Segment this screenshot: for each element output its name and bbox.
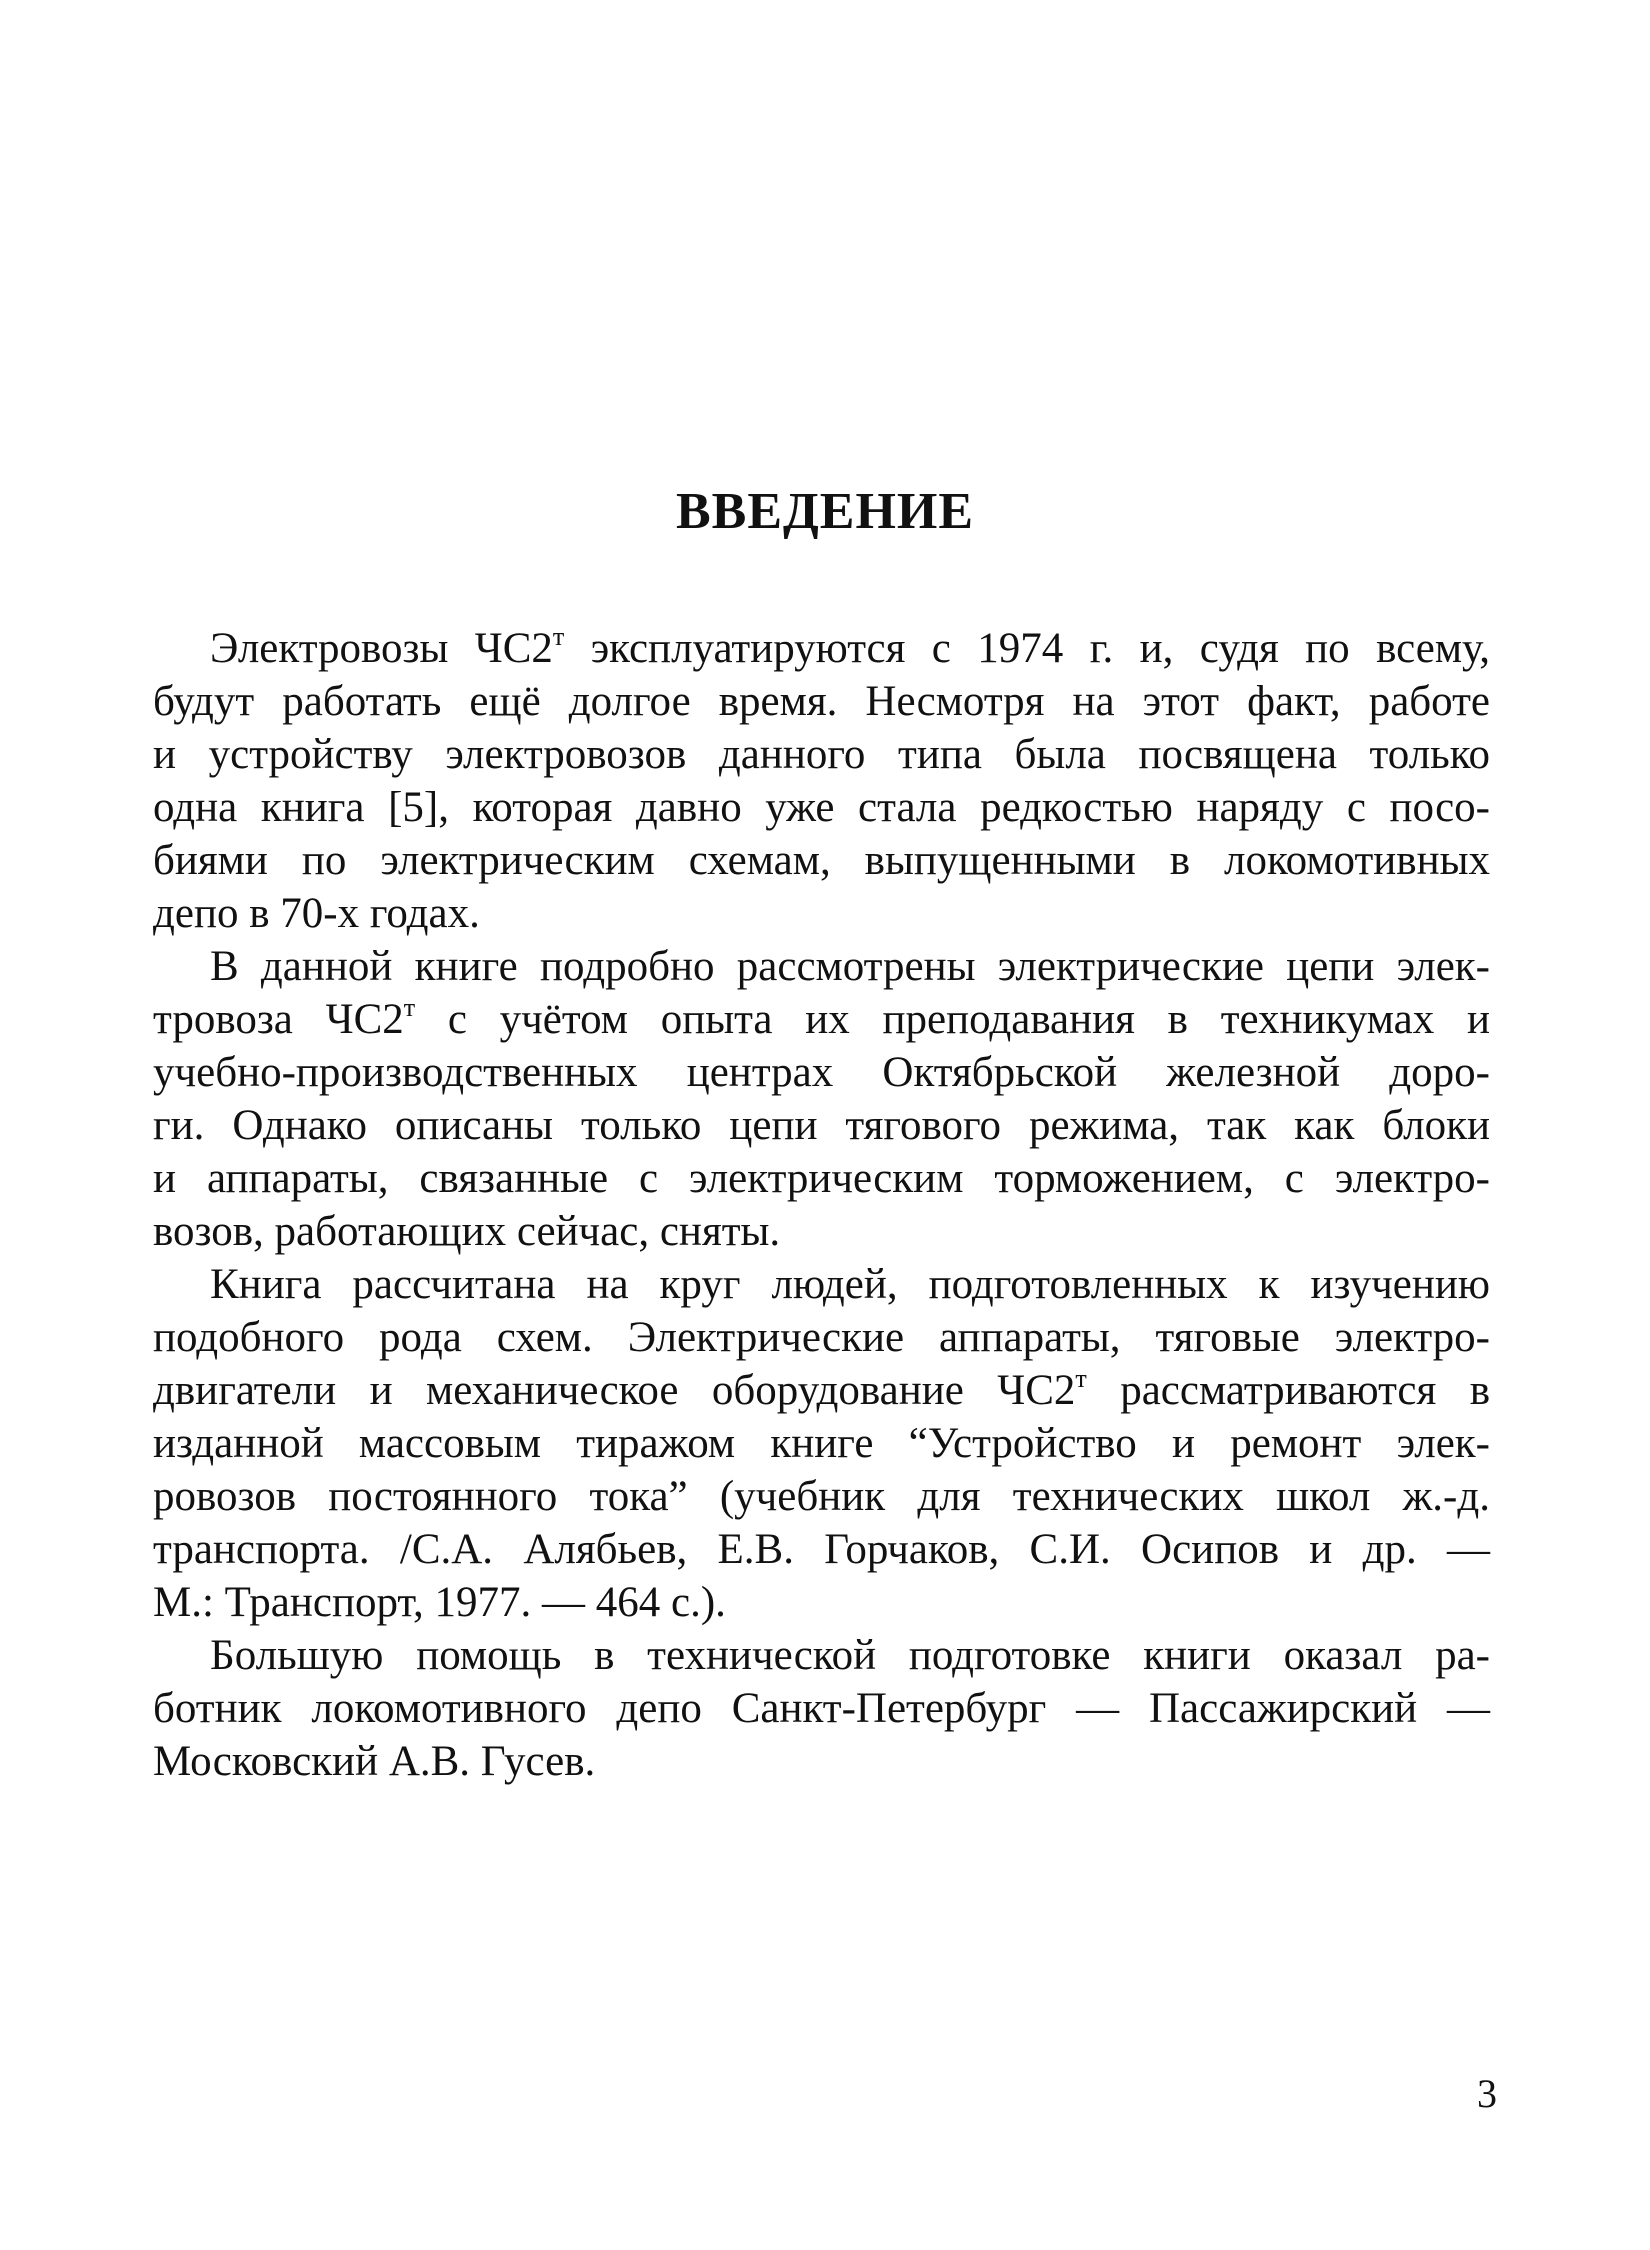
paragraph <box>153 1629 1490 1788</box>
paragraph <box>153 1258 1490 1629</box>
text-segment: эксплуатируются с 1974 г. и, судя по всему, <box>564 625 1490 672</box>
text-line: Книга рассчитана на круг людей, подготовленных к изучению <box>210 1261 1490 1308</box>
text-line: изданной массовым тиражом книге “Устройство и ремонт элек- <box>153 1420 1490 1467</box>
text-line <box>153 1364 1490 1417</box>
text-line: В данной книге подробно рассмотрены электрические цепи элек- <box>210 943 1490 990</box>
text-line: транспорта. /С.А. Алябьев, Е.В. Горчаков, С.И. Осипов и др. — <box>153 1526 1490 1573</box>
text-line <box>153 622 1490 675</box>
superscript: т <box>552 622 565 651</box>
text-line: М.: Транспорт, 1977. — 464 с.). <box>153 1579 726 1626</box>
page-number: 3 <box>1477 2071 1497 2116</box>
text-segment: с учётом опыта их преподавания в техникумах и <box>415 996 1490 1043</box>
introduction-text <box>153 622 1490 1788</box>
text-line: и аппараты, связанные с электрическим торможением, с электро- <box>153 1155 1490 1202</box>
text-line: депо в 70-х годах. <box>153 890 480 937</box>
text-segment: тровоза ЧС2 <box>153 996 404 1043</box>
text-line: возов, работающих сейчас, сняты. <box>153 1208 781 1255</box>
paragraph <box>153 622 1490 940</box>
text-line: будут работать ещё долгое время. Несмотря на этот факт, работе <box>153 678 1490 725</box>
text-line: ги. Однако описаны только цепи тягового режима, так как блоки <box>153 1102 1490 1149</box>
text-segment: Электровозы ЧС2 <box>210 625 553 672</box>
text-line: подобного рода схем. Электрические аппараты, тяговые электро- <box>153 1314 1490 1361</box>
text-line <box>153 993 1490 1046</box>
text-line: учебно-производственных центрах Октябрьской железной доро- <box>153 1049 1490 1096</box>
text-line: ровозов постоянного тока” (учебник для технических школ ж.-д. <box>153 1473 1490 1520</box>
superscript: т <box>403 993 416 1022</box>
chapter-title: ВВЕДЕНИЕ <box>675 483 975 540</box>
text-line: одна книга [5], которая давно уже стала редкостью наряду с посо- <box>153 784 1490 831</box>
paragraph <box>153 940 1490 1258</box>
text-line: биями по электрическим схемам, выпущенными в локомотивных <box>153 837 1490 884</box>
text-line: ботник локомотивного депо Санкт-Петербург — Пассажирский — <box>153 1685 1490 1732</box>
text-line: Большую помощь в технической подготовке книги оказал ра- <box>210 1632 1490 1679</box>
text-line: и устройству электровозов данного типа была посвящена только <box>153 731 1490 778</box>
superscript: т <box>1075 1364 1087 1393</box>
text-line: Московский А.В. Гусев. <box>153 1738 596 1785</box>
text-segment: двигатели и механическое оборудование ЧС2 <box>153 1367 1076 1414</box>
text-segment: рассматриваются в <box>1086 1367 1490 1414</box>
